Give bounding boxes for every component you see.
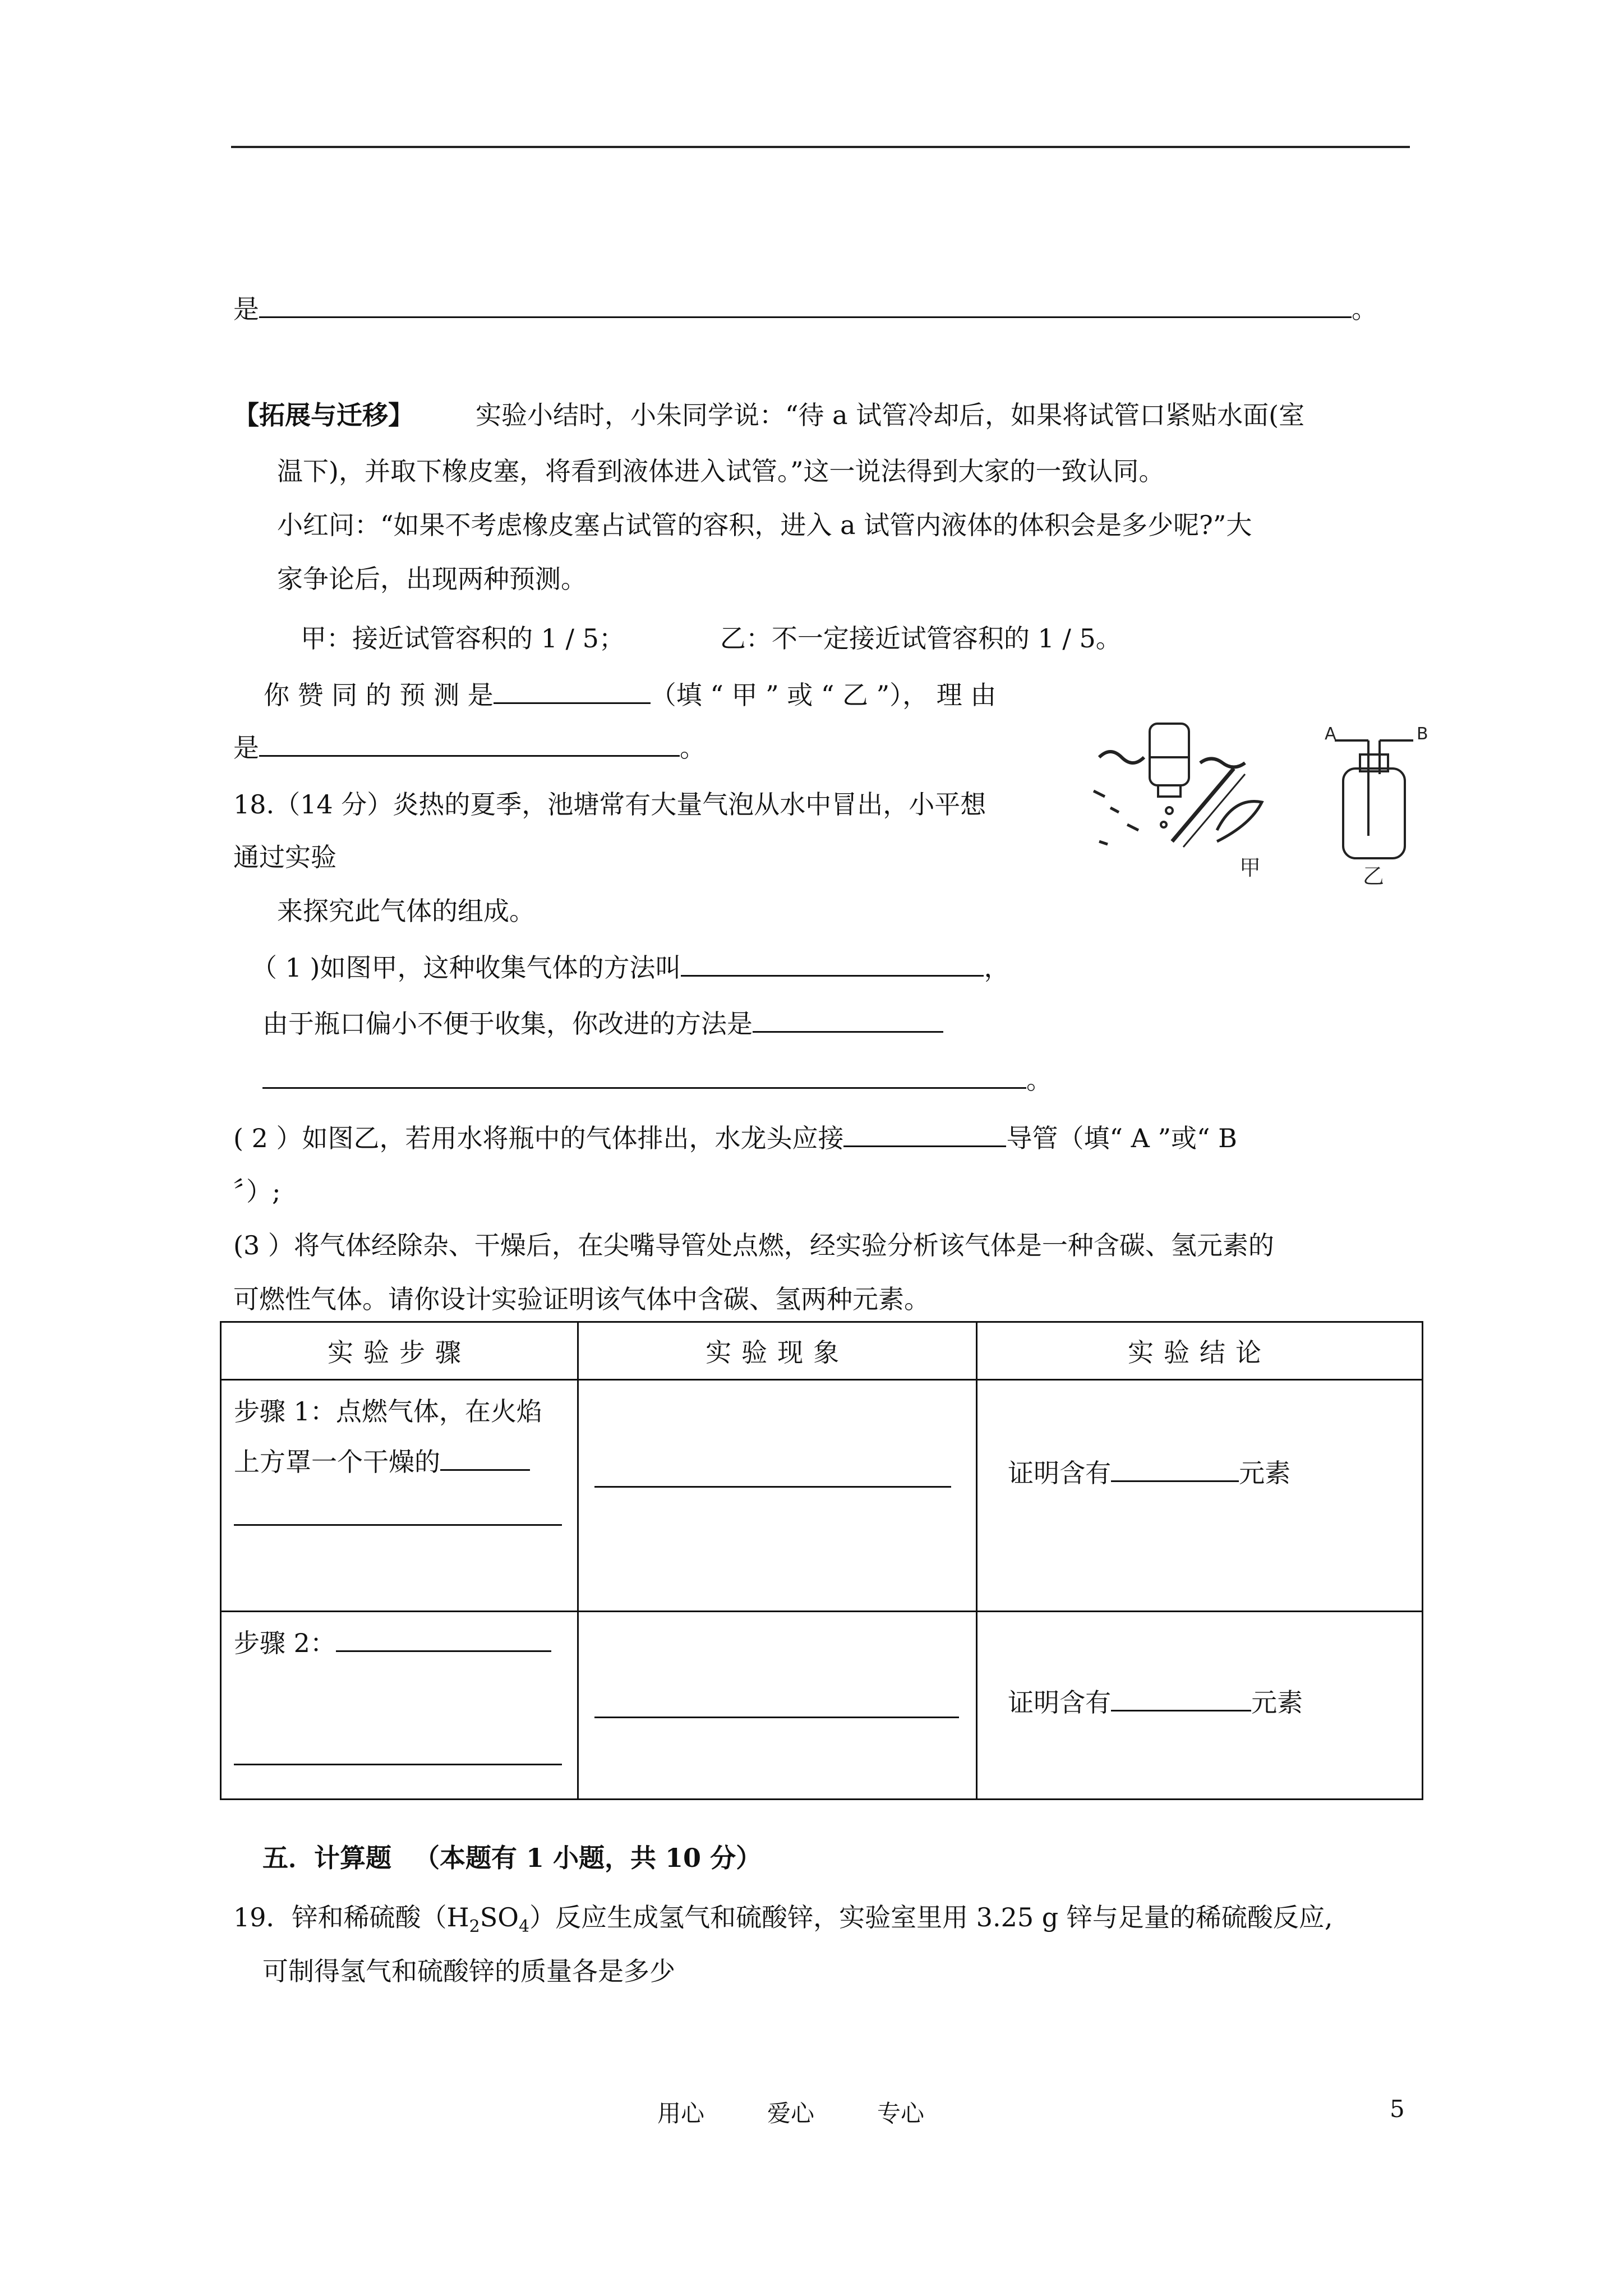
inverted-bottle-icon xyxy=(1150,724,1189,785)
step1-line-2 xyxy=(234,1437,530,1487)
q18-part1-line-a xyxy=(251,950,1009,984)
table-row-step2 xyxy=(221,1612,1423,1800)
q18-part2-prompt: ( 2 ）如图乙，若用水将瓶中的气体排出，水龙头应接 xyxy=(233,1123,844,1153)
step2-line-1 xyxy=(234,1618,551,1668)
step1-element-blank[interactable] xyxy=(1111,1456,1239,1482)
step1-phenomenon-cell xyxy=(578,1380,977,1612)
figure-label-a: A xyxy=(1325,724,1336,744)
q18-part1-line-b xyxy=(262,1006,943,1041)
prev-answer-line xyxy=(233,292,1377,326)
reason-prefix: 是 xyxy=(233,733,259,763)
q18-text-2: 通过实验 xyxy=(233,842,336,872)
section5-heading xyxy=(262,1841,762,1875)
option-yi: 乙：不一定接近试管容积的 1 / 5。 xyxy=(720,623,1122,654)
step2-phenomenon-cell xyxy=(578,1612,977,1800)
header-rule xyxy=(231,146,1410,148)
q19-sub-2: 4 xyxy=(518,1917,530,1937)
step2-cell xyxy=(221,1612,578,1800)
step1-cell xyxy=(221,1380,578,1612)
step2-blank-2[interactable] xyxy=(234,1764,562,1765)
q18-part1-comma: ， xyxy=(984,953,1010,983)
header-steps: 实验步骤 xyxy=(221,1322,578,1380)
step2-phenomenon-blank[interactable] xyxy=(594,1717,959,1718)
q18-part1-prompt: （ 1 )如图甲，这种收集气体的方法叫 xyxy=(251,953,681,983)
q19-text-b: SO xyxy=(479,1902,519,1932)
improve-method-blank-2[interactable] xyxy=(262,1062,1026,1089)
prediction-blank[interactable] xyxy=(494,678,651,704)
step2-conclusion-prefix: 证明含有 xyxy=(1008,1687,1112,1718)
extension-line-1 xyxy=(233,398,1304,432)
q18-part2-line-a xyxy=(233,1121,1237,1155)
q19-sub-1: 2 xyxy=(469,1917,480,1937)
figure-jia-label: 甲 xyxy=(1239,855,1261,880)
q19-text-a: 19．锌和稀硫酸（H xyxy=(233,1902,469,1932)
step1-conclusion-prefix: 证明含有 xyxy=(1008,1458,1112,1488)
step2-conclusion-suffix: 元素 xyxy=(1251,1687,1303,1718)
step2-blank[interactable] xyxy=(336,1626,551,1652)
q19-text-2: 可制得氢气和硫酸锌的质量各是多少 xyxy=(262,1956,675,1986)
extension-tag: 【拓展与迁移】 xyxy=(233,400,414,430)
q18-part2-hint: 导管（填“ A ”或“ B xyxy=(1006,1123,1237,1153)
improve-method-blank[interactable] xyxy=(753,1006,943,1033)
reason-line xyxy=(233,730,706,765)
step1-conclusion-line xyxy=(1008,1448,1290,1498)
extension-text-3: 小红问：“如果不考虑橡皮塞占试管的容积，进入 a 试管内液体的体积会是多少呢?”大 xyxy=(277,510,1252,540)
header-phenomena: 实验现象 xyxy=(578,1322,977,1380)
step1-vessel-blank-2[interactable] xyxy=(234,1524,562,1526)
section5-note: （本题有 1 小题，共 10 分） xyxy=(414,1843,762,1873)
prev-answer-blank[interactable] xyxy=(259,292,1352,318)
extension-text-1: 实验小结时，小朱同学说：“待 a 试管冷却后，如果将试管口紧贴水面(室 xyxy=(476,400,1305,430)
footer-motto-3: 专心 xyxy=(877,2100,925,2127)
prev-answer-prefix: 是 xyxy=(233,294,259,324)
figure-yi-gas-bottle xyxy=(1312,724,1436,886)
q18-text-1: 18.（14 分）炎热的夏季，池塘常有大量气泡从水中冒出，小平想 xyxy=(233,789,986,820)
step1-text-1: 步骤 1：点燃气体，在火焰 xyxy=(234,1396,542,1427)
reason-blank[interactable] xyxy=(259,730,680,757)
step2-element-blank[interactable] xyxy=(1111,1685,1251,1711)
section5-title: 五．计算题 xyxy=(262,1843,391,1873)
q18-text-3: 来探究此气体的组成。 xyxy=(277,896,535,926)
q18-part1-period: 。 xyxy=(1026,1065,1052,1095)
q19-text-c: ）反应生成氢气和硫酸锌，实验室里用 3.25 g 锌与足量的稀硫酸反应, xyxy=(529,1902,1333,1932)
q18-part1-improve-prompt: 由于瓶口偏小不便于收集，你改进的方法是 xyxy=(262,1009,753,1039)
reason-suffix: 。 xyxy=(680,733,706,763)
table-header-row xyxy=(221,1322,1423,1380)
experiment-table xyxy=(220,1321,1423,1800)
prediction-prompt-prefix: 你 赞 同 的 预 测 是 xyxy=(264,680,494,710)
figure-label-b: B xyxy=(1417,724,1428,744)
page-number: 5 xyxy=(1390,2095,1405,2123)
step1-phenomenon-blank[interactable] xyxy=(594,1486,951,1488)
step2-conclusion-line xyxy=(1008,1677,1303,1728)
step1-vessel-blank[interactable] xyxy=(440,1444,530,1471)
prediction-options xyxy=(301,622,1122,655)
extension-text-2: 温下)，并取下橡皮塞，将看到液体进入试管。”这一说法得到大家的一致认同。 xyxy=(277,456,1165,486)
prev-answer-suffix: 。 xyxy=(1352,294,1377,324)
option-jia: 甲：接近试管容积的 1 / 5； xyxy=(301,623,625,654)
q18-part3-text-1: (3 ）将气体经除杂、干燥后，在尖嘴导管处点燃，经实验分析该气体是一种含碳、氢元素的 xyxy=(233,1230,1274,1260)
gas-bottle-icon xyxy=(1343,769,1405,858)
step2-text: 步骤 2： xyxy=(234,1628,336,1658)
figure-yi-label: 乙 xyxy=(1363,864,1385,886)
footer-motto-1: 用心 xyxy=(657,2100,705,2127)
q18-part2-tail: 〞）; xyxy=(233,1176,281,1207)
step1-text-2: 上方罩一个干燥的 xyxy=(234,1447,440,1477)
q19-line-1 xyxy=(233,1901,1332,1944)
step1-conclusion-suffix: 元素 xyxy=(1239,1458,1291,1488)
table-row-step1 xyxy=(221,1380,1423,1612)
footer-motto-2: 爱心 xyxy=(767,2100,815,2127)
collection-method-blank[interactable] xyxy=(681,950,984,977)
q18-part3-text-2: 可燃性气体。请你设计实验证明该气体中含碳、氢两种元素。 xyxy=(233,1284,930,1314)
step2-conclusion-cell xyxy=(977,1612,1423,1800)
step1-conclusion-cell xyxy=(977,1380,1423,1612)
header-conclusion: 实验结论 xyxy=(977,1322,1423,1380)
q18-part1-line-c xyxy=(262,1062,1052,1097)
extension-text-4: 家争论后，出现两种预测。 xyxy=(277,564,587,594)
prediction-prompt-suffix: （填 “ 甲 ” 或 “ 乙 ”）， 理 由 xyxy=(650,680,997,710)
tap-connect-blank[interactable] xyxy=(843,1121,1006,1147)
prediction-prompt xyxy=(264,678,996,712)
